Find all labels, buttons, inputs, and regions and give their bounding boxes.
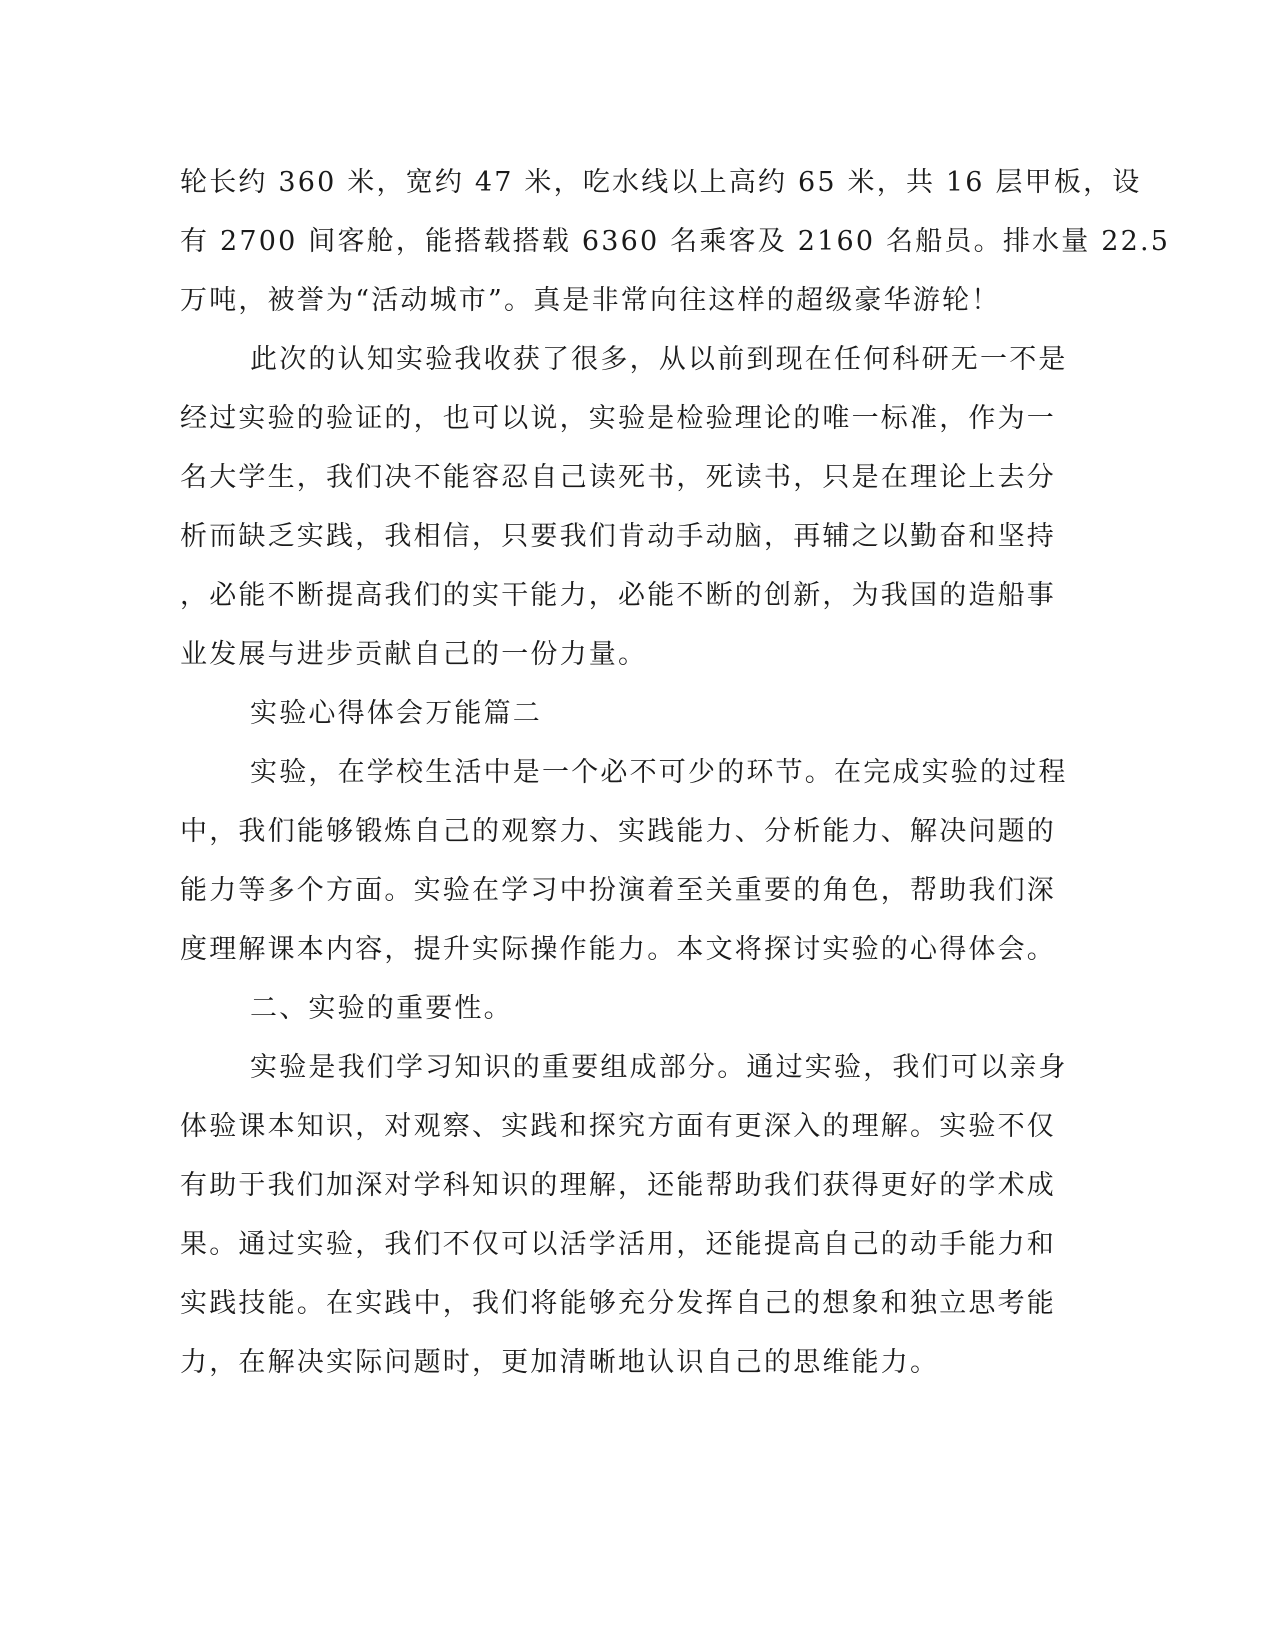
paragraph-line: 能力等多个方面。实验在学习中扮演着至关重要的角色，帮助我们深 [180,875,1056,906]
section-heading: 实验心得体会万能篇二 [250,698,542,729]
paragraph-line: 名大学生，我们决不能容忍自己读死书，死读书，只是在理论上去分 [180,462,1056,493]
paragraph-line: 有 2700 间客舱，能搭载搭载 6360 名乘客及 2160 名船员。排水量 22.5 [180,226,1171,257]
paragraph-line: 轮长约 360 米，宽约 47 米，吃水线以上高约 65 米，共 16 层甲板，设 [180,167,1142,198]
paragraph-line: 此次的认知实验我收获了很多，从以前到现在任何科研无一不是 [250,344,1068,375]
paragraph-line: 中，我们能够锻炼自己的观察力、实践能力、分析能力、解决问题的 [180,816,1056,847]
paragraph-line: 有助于我们加深对学科知识的理解，还能帮助我们获得更好的学术成 [180,1170,1056,1201]
paragraph-line: ，必能不断提高我们的实干能力，必能不断的创新，为我国的造船事 [180,580,1056,611]
paragraph-line: 实验，在学校生活中是一个必不可少的环节。在完成实验的过程 [250,757,1068,788]
paragraph-line: 实践技能。在实践中，我们将能够充分发挥自己的想象和独立思考能 [180,1288,1056,1319]
paragraph-line: 业发展与进步贡献自己的一份力量。 [180,639,648,670]
paragraph-line: 度理解课本内容，提升实际操作能力。本文将探讨实验的心得体会。 [180,934,1056,965]
paragraph-line: 体验课本知识，对观察、实践和探究方面有更深入的理解。实验不仅 [180,1111,1056,1142]
subsection-heading: 二、实验的重要性。 [250,993,513,1024]
paragraph-line: 析而缺乏实践，我相信，只要我们肯动手动脑，再辅之以勤奋和坚持 [180,521,1056,552]
paragraph-line: 实验是我们学习知识的重要组成部分。通过实验，我们可以亲身 [250,1052,1068,1083]
paragraph-line: 经过实验的验证的，也可以说，实验是检验理论的唯一标准，作为一 [180,403,1056,434]
paragraph-line: 果。通过实验，我们不仅可以活学活用，还能提高自己的动手能力和 [180,1229,1056,1260]
paragraph-line: 万吨，被誉为“活动城市”。真是非常向往这样的超级豪华游轮！ [180,285,1001,316]
paragraph-line: 力，在解决实际问题时，更加清晰地认识自己的思维能力。 [180,1347,940,1378]
